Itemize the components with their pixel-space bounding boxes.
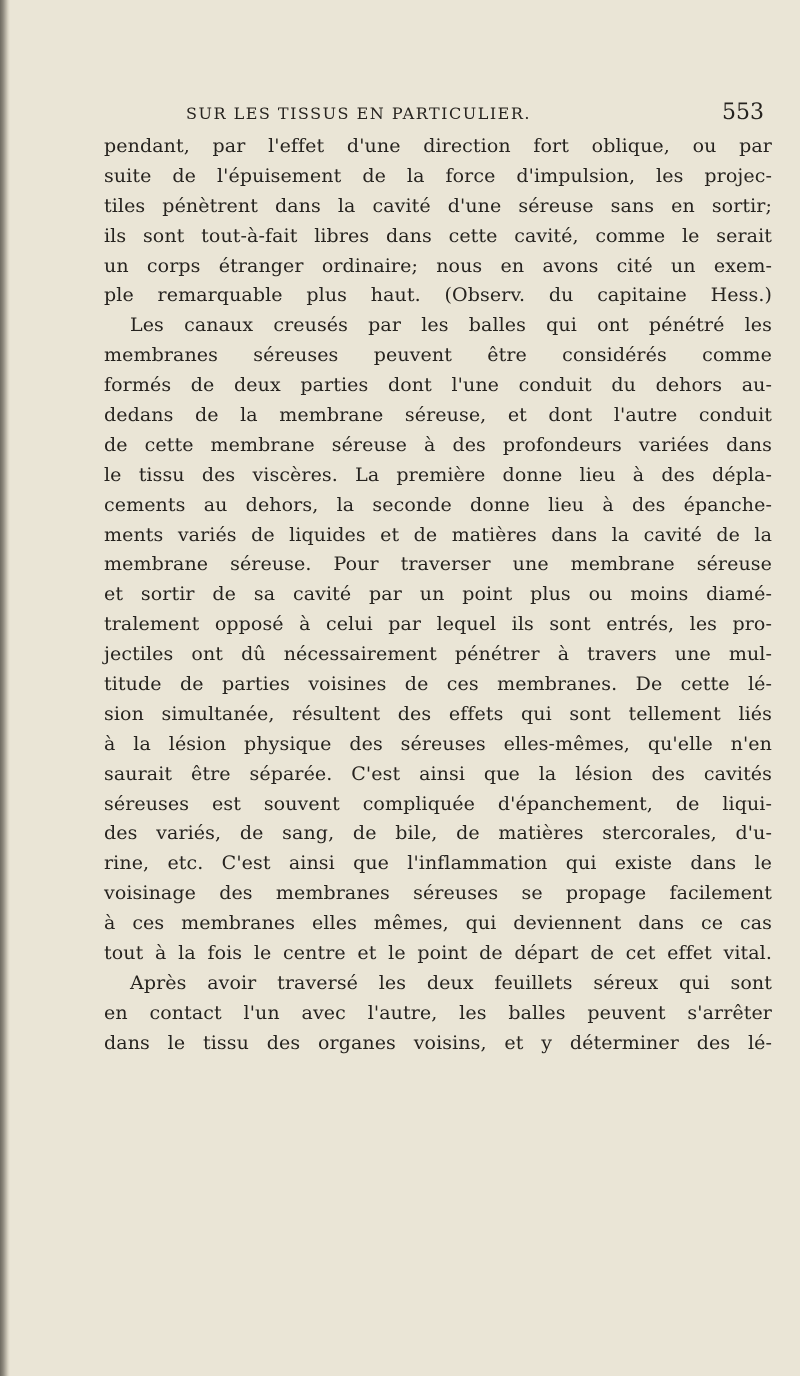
text-line: ple remarquable plus haut. (Observ. du capitaine Hess.) (104, 284, 772, 307)
text-line: membrane séreuse. Pour traverser une membrane séreuse (104, 553, 772, 576)
text-line: jectiles ont dû nécessairement pénétrer à travers une mul- (104, 643, 772, 666)
text-line: ments variés de liquides et de matières dans la cavité de la (104, 523, 772, 546)
text-line: suite de l'épuisement de la force d'impulsion, les projec- (104, 164, 772, 187)
text-line: tout à la fois le centre et le point de départ de cet effet vital. (104, 942, 772, 965)
page-number: 553 (722, 100, 764, 125)
text-line: pendant, par l'effet d'une direction fort oblique, ou par (104, 135, 772, 157)
text-line: cements au dehors, la seconde donne lieu à des épanche- (104, 493, 772, 516)
body-text (104, 132, 772, 1059)
text-line: dedans de la membrane séreuse, et dont l'autre conduit (104, 404, 772, 427)
text-line: ils sont tout-à-fait libres dans cette cavité, comme le serait (104, 224, 772, 247)
running-head (104, 92, 772, 132)
text-line: à ces membranes elles mêmes, qui deviennent dans ce cas (104, 912, 772, 935)
text-line: rine, etc. C'est ainsi que l'inflammation qui existe dans le (104, 852, 772, 875)
text-line: de cette membrane séreuse à des profondeurs variées dans (104, 433, 772, 456)
text-line: en contact l'un avec l'autre, les balles peuvent s'arrêter (104, 1001, 772, 1024)
text-line: dans le tissu des organes voisins, et y déterminer des lé- (104, 1031, 772, 1054)
text-line: à la lésion physique des séreuses elles-mêmes, qu'elle n'en (104, 732, 772, 755)
text-line: un corps étranger ordinaire; nous en avons cité un exem- (104, 254, 772, 277)
text-line: voisinage des membranes séreuses se propage facilement (104, 882, 772, 905)
text-line: et sortir de sa cavité par un point plus ou moins diamé- (104, 583, 772, 606)
text-line: tralement opposé à celui par lequel ils sont entrés, les pro- (104, 613, 772, 636)
text-line: séreuses est souvent compliquée d'épanchement, de liqui- (104, 792, 772, 815)
text-line: le tissu des viscères. La première donne lieu à des dépla- (104, 463, 772, 486)
scan-binding-edge (0, 0, 10, 1376)
text-line: titude de parties voisines de ces membranes. De cette lé- (104, 673, 772, 696)
text-line: tiles pénètrent dans la cavité d'une séreuse sans en sortir; (104, 194, 772, 217)
text-line: formés de deux parties dont l'une conduit du dehors au- (104, 374, 772, 397)
text-line: membranes séreuses peuvent être considérés comme (104, 344, 772, 367)
text-line: Après avoir traversé les deux feuillets séreux qui sont (130, 971, 772, 994)
text-line: Les canaux creusés par les balles qui ont pénétré les (130, 314, 772, 337)
text-line: saurait être séparée. C'est ainsi que la lésion des cavités (104, 762, 772, 785)
running-head-title: SUR LES TISSUS EN PARTICULIER. (186, 104, 531, 123)
text-line: des variés, de sang, de bile, de matières stercorales, d'u- (104, 822, 772, 845)
book-page (104, 92, 772, 1059)
text-line: sion simultanée, résultent des effets qui sont tellement liés (104, 702, 772, 725)
